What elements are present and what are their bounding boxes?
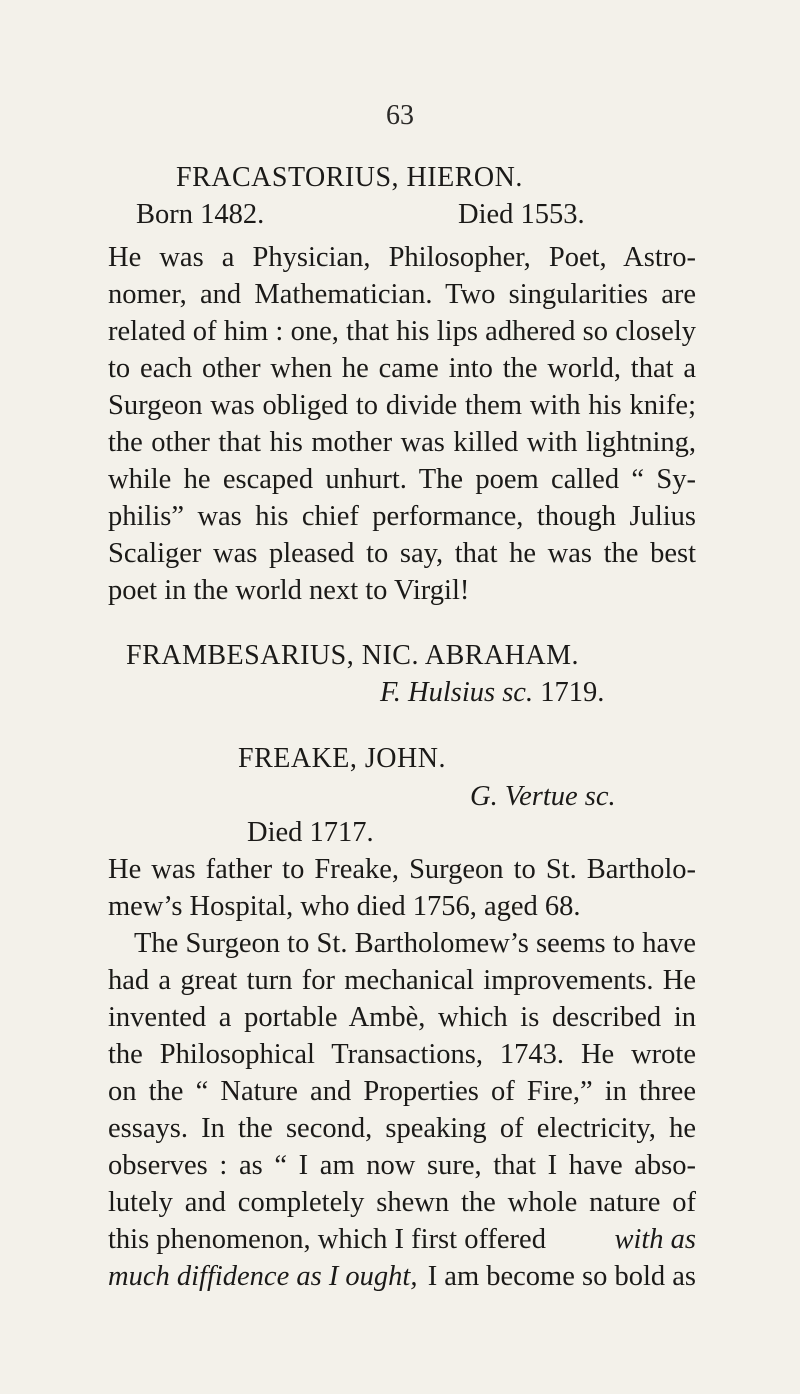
body-text: I am become so bold as [427,1261,696,1292]
body-text-italic: much diffidence as I ought, [108,1261,418,1292]
body-line: nomer, and Mathematician. Two singularities are [108,279,696,310]
entry-heading-fracastorius: FRACASTORIUS, HIERON. [176,162,523,193]
body-line: related of him : one, that his lips adhered so closely [108,316,696,347]
body-line: mew’s Hospital, who died 1756, aged 68. [108,891,581,922]
entry-heading-frambesarius: FRAMBESARIUS, NIC. ABRAHAM. [126,640,580,671]
engraving-year: 1719. [540,677,605,708]
body-line: the Philosophical Transactions, 1743. He wrote [108,1039,696,1070]
body-line: had a great turn for mechanical improvements. He [108,965,696,996]
engraver-name: F. Hulsius sc. [380,677,534,708]
body-line: the other that his mother was killed with lightning, [108,427,696,458]
body-line: observes : as “ I am now sure, that I have abso- [108,1150,696,1181]
page-number: 63 [386,100,414,131]
entry-heading-freake: FREAKE, JOHN. [238,743,446,774]
body-line: The Surgeon to St. Bartholomew’s seems to have [134,928,696,959]
body-line: while he escaped unhurt. The poem called “ Sy- [108,464,696,495]
body-line: on the “ Nature and Properties of Fire,” in three [108,1076,696,1107]
died-date: Died 1553. [458,199,585,230]
engraver-credit [380,675,604,711]
body-text-italic: with as [614,1224,696,1255]
body-line: invented a portable Ambè, which is described in [108,1002,696,1033]
born-date: Born 1482. [136,199,265,230]
body-line: essays. In the second, speaking of electricity, he [108,1113,696,1144]
engraver-credit: G. Vertue sc. [470,781,616,812]
body-text: this phenomenon, which I first offered [108,1224,546,1255]
body-line: Surgeon was obliged to divide them with his knife; [108,390,696,421]
body-line-mixed [108,1259,696,1295]
body-line: lutely and completely shewn the whole nature of [108,1187,696,1218]
body-line: to each other when he came into the world, that a [108,353,696,384]
body-line-last: poet in the world next to Virgil! [108,575,470,606]
body-line: philis” was his chief performance, though Julius [108,501,696,532]
died-date: Died 1717. [247,817,374,848]
body-line: Scaliger was pleased to say, that he was the best [108,538,696,569]
body-line-mixed [108,1222,696,1258]
body-line: He was father to Freake, Surgeon to St. Bartholo- [108,854,696,885]
body-line: He was a Physician, Philosopher, Poet, Astro- [108,242,696,273]
